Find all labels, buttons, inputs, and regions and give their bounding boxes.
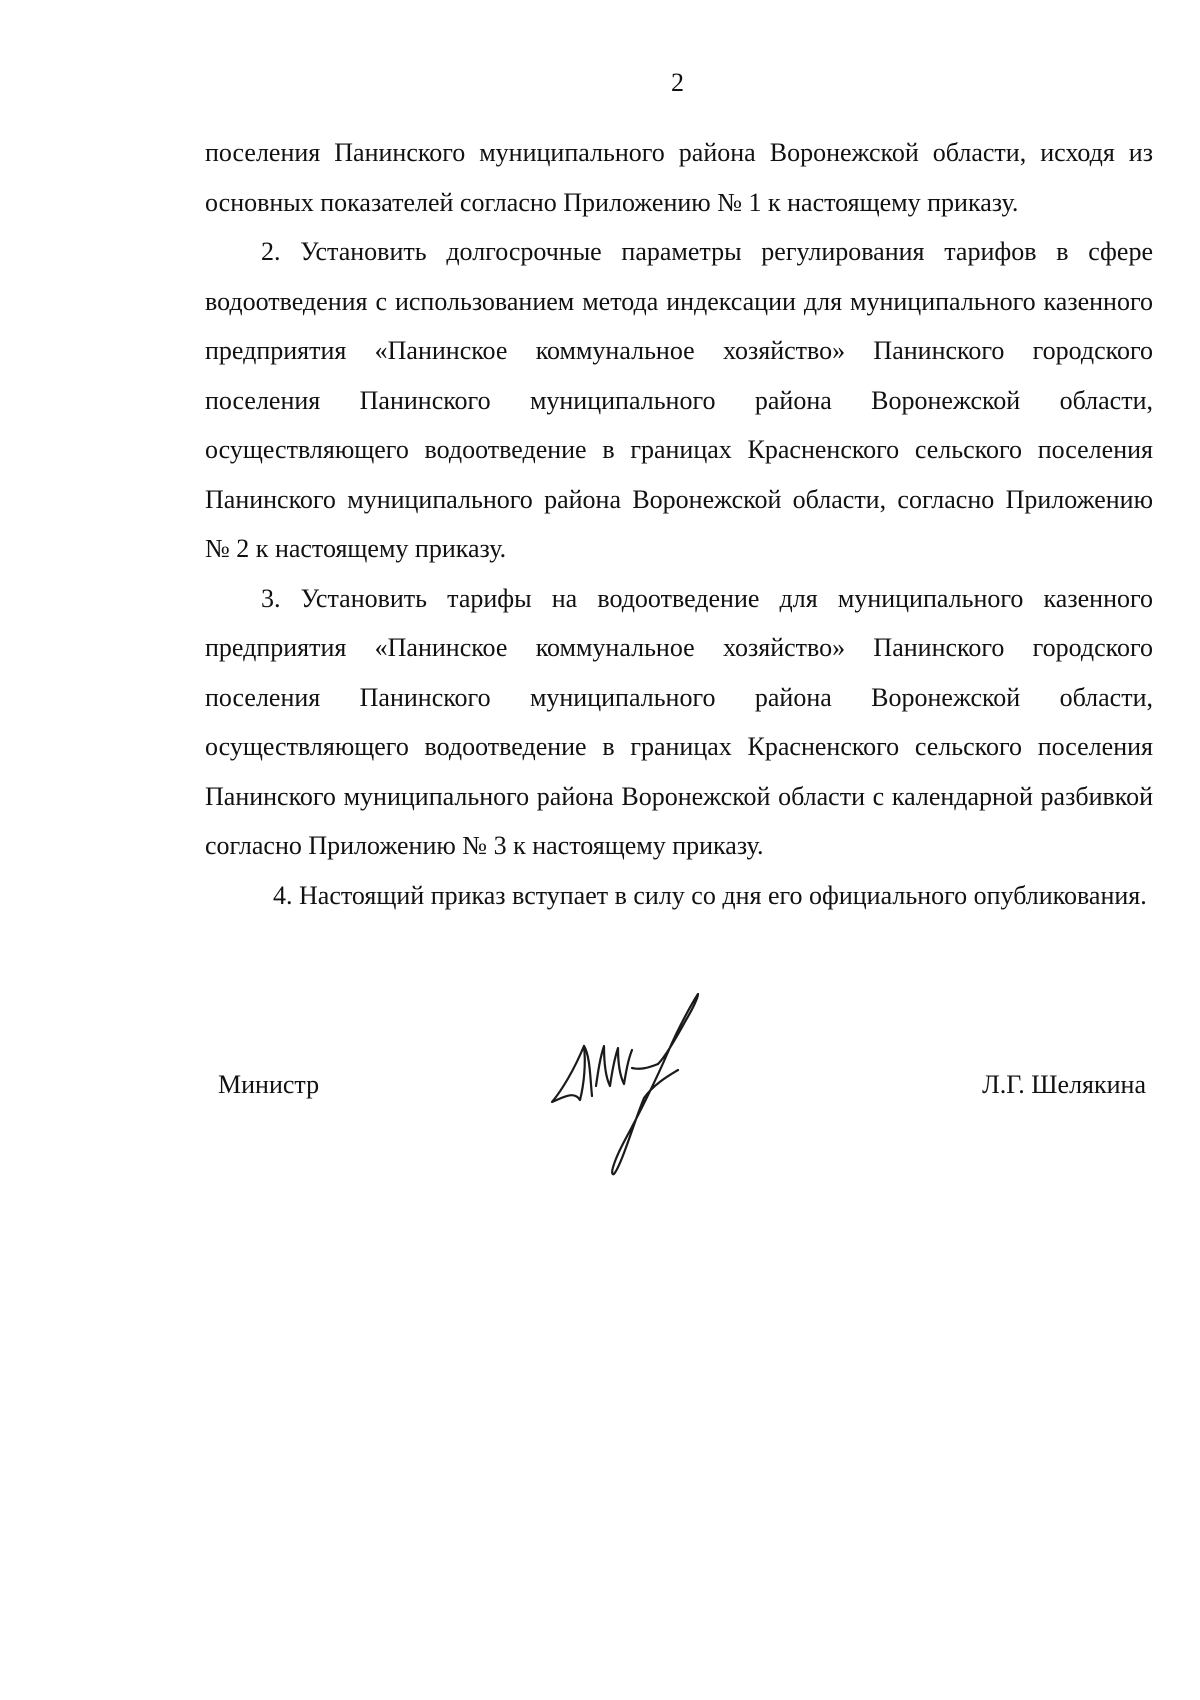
signature-drawing [540, 980, 740, 1200]
signature-stroke [552, 1046, 585, 1102]
paragraph-item-3: 3. Установить тарифы на водоотведение для муниципального казенного предприятия «Панинское коммунальное хозяйство» Панинского городского поселения Панинского муниципального района Воронежской области, осуществляющего водоотведение в границах Красненского сельского поселения Панинского муниципального района Воронежской области с календарной разбивкой согласно Приложению № 3 к настоящему приказу. [205, 583, 1153, 860]
handwritten-signature [540, 980, 740, 1200]
page-number: 2 [671, 68, 684, 97]
signature-block [0, 960, 1200, 1200]
signer-name: Л.Г. Шелякина [982, 1070, 1146, 1099]
paragraph-item-4: 4. Настоящий приказ вступает в силу со дня его официального опубликования. [273, 880, 1147, 910]
signer-position: Министр [218, 1070, 320, 1099]
signature-stroke [632, 1064, 658, 1069]
signature-stroke [596, 1046, 632, 1086]
document-body [205, 128, 1153, 920]
paragraph-continuation: поселения Панинского муниципального района Воронежской области, исходя из основных показателей согласно Приложению № 1 к настоящему приказу. [205, 138, 1153, 217]
paragraph-item-2: 2. Установить долгосрочные параметры регулирования тарифов в сфере водоотведения с использованием метода индексации для муниципального казенного предприятия «Панинское коммунальное хозяйство» Панинского городского поселения Панинского муниципального района Воронежской области, осуществляющего водоотведение в границах Красненского сельского поселения Панинского муниципального района Воронежской области, согласно Приложению № 2 к настоящему приказу. [205, 237, 1153, 563]
